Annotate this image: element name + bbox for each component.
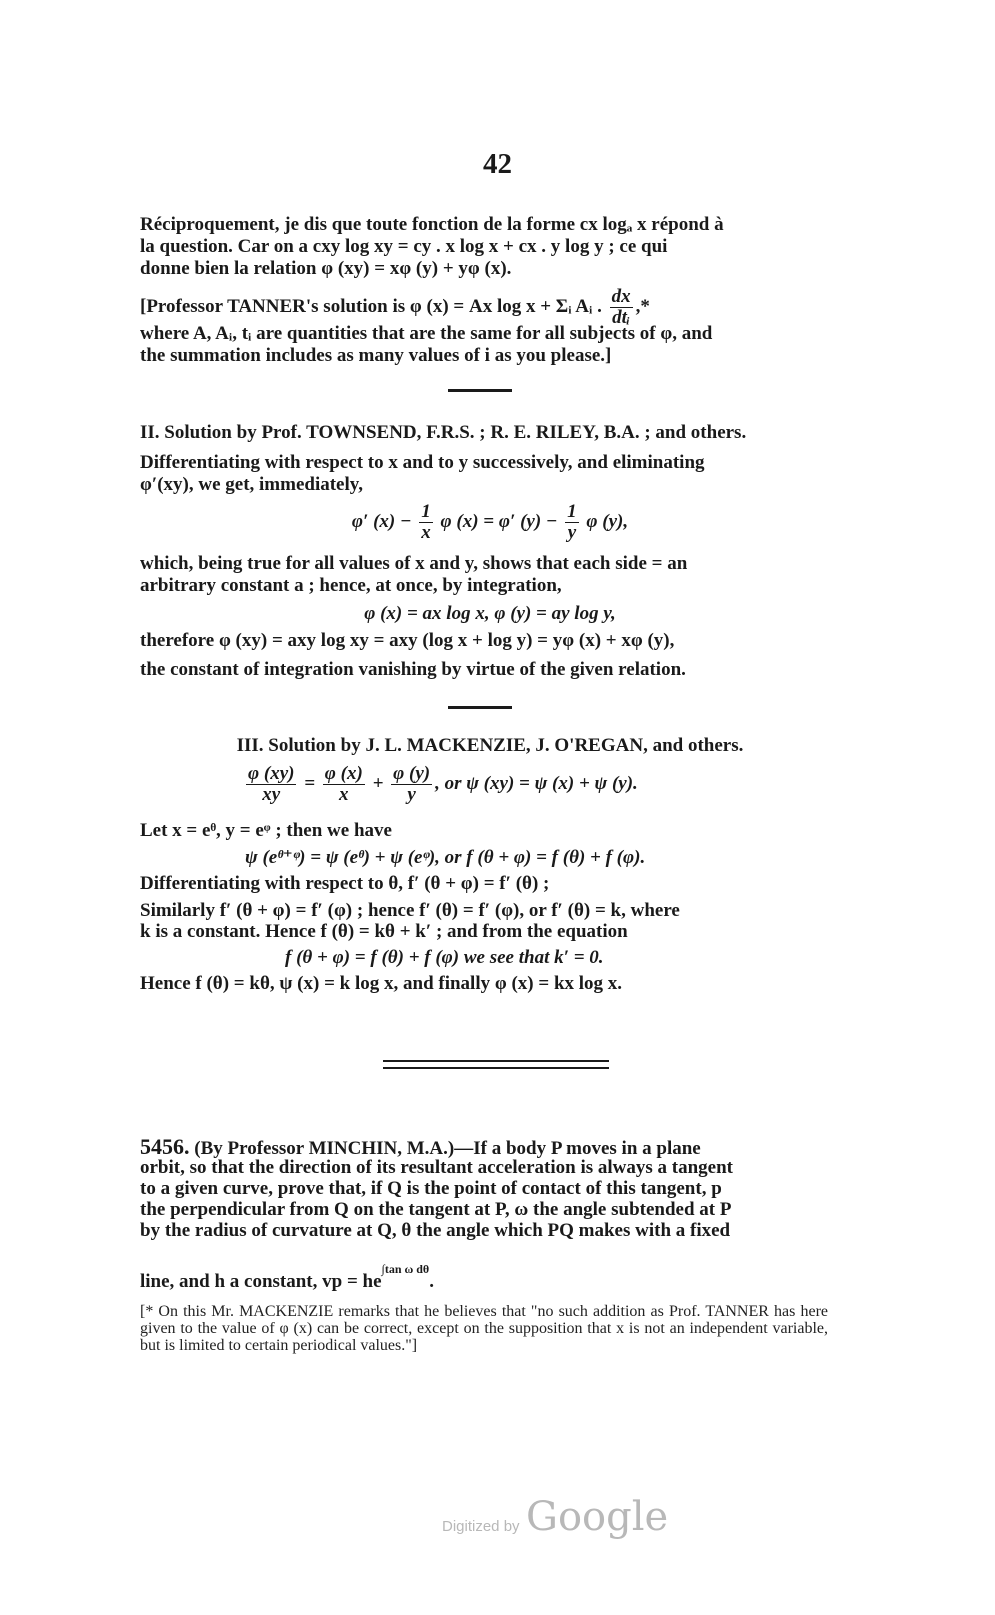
text-line: therefore φ (xy) = axy log xy = axy (log x + log y) = yφ (x) + xφ (y), (140, 630, 675, 651)
problem-text: line, and h a constant, vp = he (140, 1271, 382, 1292)
equation: f (θ + φ) = f (θ) + f (φ) we see that k′ = 0. (285, 947, 604, 968)
fraction (323, 764, 365, 805)
fraction-denominator: dtᵢ (612, 307, 631, 328)
fraction-denominator: x (339, 784, 349, 805)
text-line: Similarly f′ (θ + φ) = f′ (φ) ; hence f′ (θ) = f′ (φ), or f′ (θ) = k, where (140, 900, 680, 921)
text-line: orbit, so that the direction of its resultant acceleration is always a tangent (140, 1157, 733, 1178)
equation: ψ (eᶿ⁺ᵠ) = ψ (eᶿ) + ψ (eᵠ), or f (θ + φ) = f (θ) + f (φ). (245, 847, 646, 868)
digitized-label: Digitized by (442, 1518, 520, 1535)
text-line: arbitrary constant a ; hence, at once, by integration, (140, 575, 562, 596)
equation (243, 764, 763, 805)
equation (140, 502, 840, 543)
google-watermark (438, 1494, 678, 1540)
text-line: which, being true for all values of x and y, shows that each side = an (140, 553, 688, 574)
fraction-denominator: y (567, 522, 577, 543)
problem-text: (By Professor MINCHIN, M.A.)—If a body P moves in a plane (194, 1138, 701, 1159)
fraction (419, 502, 433, 543)
tanner-fraction (610, 287, 633, 328)
fraction (246, 764, 296, 805)
section-divider (448, 706, 512, 709)
eq-part: φ (y), (586, 510, 629, 532)
tanner-suffix: ,* (635, 295, 650, 317)
fraction-numerator: 1 (567, 501, 577, 522)
text-line: by the radius of curvature at Q, θ the angle which PQ makes with a fixed (140, 1220, 731, 1241)
fraction-numerator: φ (xy) (248, 763, 295, 784)
section-divider (448, 389, 512, 392)
text-line: Hence f (θ) = kθ, ψ (x) = k log x, and finally φ (x) = kx log x. (140, 973, 623, 994)
fraction-denominator: xy (262, 784, 281, 805)
text-line: the constant of integration vanishing by virtue of the given relation. (140, 659, 686, 680)
fraction-denominator: x (421, 522, 431, 543)
fraction-numerator: dx (611, 286, 631, 307)
fraction-numerator: 1 (421, 501, 431, 522)
eq-part: φ′ (x) − (351, 510, 412, 532)
fraction-denominator: y (407, 784, 416, 805)
eq-sign: = (304, 772, 316, 794)
fraction (565, 502, 579, 543)
text-line: Differentiating with respect to θ, f′ (θ + φ) = f′ (θ) ; (140, 873, 550, 894)
solution-heading: III. Solution by J. L. MACKENZIE, J. O'REGAN, and others. (236, 735, 744, 756)
fraction-numerator: φ (x) (324, 763, 363, 784)
problem-text: . (429, 1271, 434, 1292)
google-logo: Google (526, 1494, 669, 1540)
text-line: la question. Car on a cxy log xy = cy . x log x + cx . y log y ; ce qui (140, 236, 668, 257)
end-of-question-rule (383, 1060, 609, 1069)
fraction-numerator: φ (y) (393, 763, 431, 784)
text-line (140, 1258, 840, 1293)
footnote: [* On this Mr. MACKENZIE remarks that he believes that "no such addition as Prof. TANNER has here given to the value of φ (x) can be correct, except on the supposition that x is not an independent variable, but is limited to certain periodical values."] (140, 1303, 828, 1354)
text-line: Differentiating with respect to x and to y successively, and eliminating (140, 452, 705, 473)
tanner-solution-line (140, 287, 840, 328)
text-line: donne bien la relation φ (xy) = xφ (y) + yφ (x). (140, 258, 512, 279)
text-line: the summation includes as many values of i as you please.] (140, 345, 612, 366)
plus-sign: + (372, 772, 384, 794)
text-line: where A, Aᵢ, tᵢ are quantities that are the same for all subjects of φ, and (140, 323, 713, 344)
text-line: k is a constant. Hence f (θ) = kθ + k′ ; and from the equation (140, 921, 628, 942)
solution-heading: II. Solution by Prof. TOWNSEND, F.R.S. ; R. E. RILEY, B.A. ; and others. (140, 422, 747, 443)
eq-part: φ (x) = φ′ (y) − (440, 510, 558, 532)
exponent: ∫tan ω dθ (381, 1262, 430, 1276)
fraction (391, 764, 432, 805)
text-line: φ′(xy), we get, immediately, (140, 474, 363, 495)
page-number: 42 (483, 148, 512, 180)
equation: φ (x) = ax log x, φ (y) = ay log y, (364, 603, 616, 624)
eq-part: , or ψ (xy) = ψ (x) + ψ (y). (435, 772, 638, 794)
text-line: Let x = eᶿ, y = eᵠ ; then we have (140, 820, 392, 841)
problem-number: 5456. (140, 1134, 190, 1159)
text-line: Réciproquement, je dis que toute fonction de la forme cx logₐ x répond à (140, 214, 724, 235)
text-line: the perpendicular from Q on the tangent at P, ω the angle subtended at P (140, 1199, 732, 1220)
tanner-text: [Professor TANNER's solution is φ (x) = Ax log x + Σᵢ Aᵢ . (140, 295, 602, 317)
text-line: to a given curve, prove that, if Q is the point of contact of this tangent, p (140, 1178, 722, 1199)
